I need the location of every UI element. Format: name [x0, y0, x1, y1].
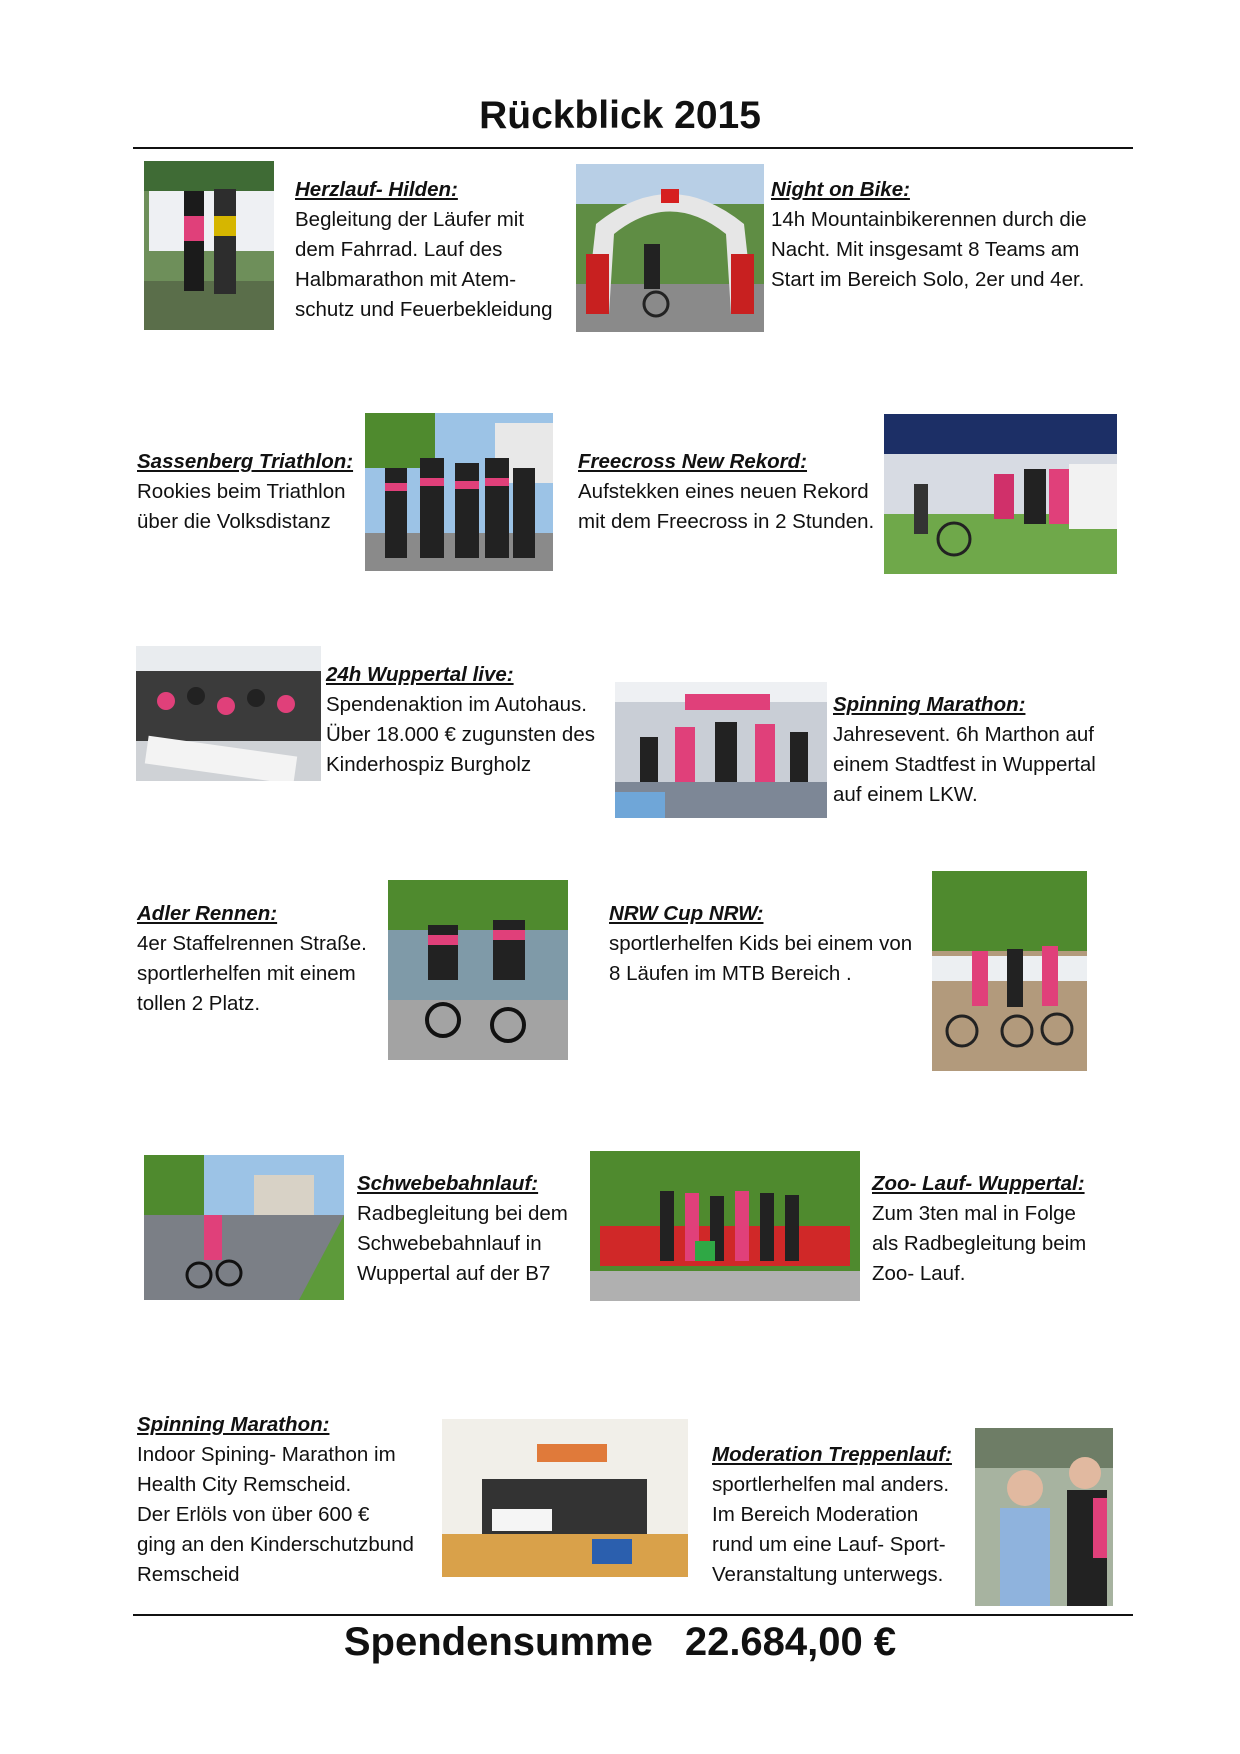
text-spinning-marathon-healthcity: Spinning Marathon: Indoor Spining- Marathon im Health City Remscheid. Der Erlöls von über 600 € ging an den Kinderschutzbund Remscheid	[137, 1413, 414, 1586]
photo-nrw-cup	[932, 871, 1087, 1071]
text-adler-rennen: Adler Rennen: 4er Staffelrennen Straße. sportlerhelfen mit einem tollen 2 Platz.	[137, 902, 367, 1015]
photo-freecross	[884, 414, 1117, 574]
text-nrw-cup: NRW Cup NRW: sportlerhelfen Kids bei einem von 8 Läufen im MTB Bereich .	[609, 902, 913, 985]
photo-24h-wuppertal	[136, 646, 321, 781]
donation-total	[0, 1620, 1240, 1665]
photo-adler-rennen	[388, 880, 568, 1060]
text-zoo-lauf: Zoo- Lauf- Wuppertal: Zum 3ten mal in Folge als Radbegleitung beim Zoo- Lauf.	[872, 1172, 1087, 1285]
donation-total-amount: 22.684,00 €	[684, 1620, 897, 1664]
text-sassenberg: Sassenberg Triathlon: Rookies beim Triathlon über die Volksdistanz	[137, 450, 354, 533]
photo-moderation	[975, 1428, 1113, 1606]
text-freecross: Freecross New Rekord: Aufstekken eines neuen Rekord mit dem Freecross in 2 Stunden.	[578, 450, 875, 533]
top-divider	[133, 147, 1133, 149]
photo-night-on-bike	[576, 164, 764, 332]
photo-zoo-lauf	[590, 1151, 860, 1301]
bottom-divider	[133, 1614, 1133, 1616]
text-moderation-treppenlauf: Moderation Treppenlauf: sportlerhelfen mal anders. Im Bereich Moderation rund um eine Lauf- Sport- Veranstaltung unterwegs.	[712, 1443, 952, 1586]
photo-herzlauf	[144, 161, 274, 330]
text-herzlauf: Herzlauf- Hilden: Begleitung der Läufer mit dem Fahrrad. Lauf des Halbmarathon mit Atem- schutz und Feuerbekleidung	[295, 178, 553, 321]
photo-spinning-marathon-lkw	[615, 682, 827, 818]
text-24h-wuppertal: 24h Wuppertal live: Spendenaktion im Autohaus. Über 18.000 € zugunsten des Kinderhospiz Burgholz	[326, 663, 595, 776]
photo-health-city	[442, 1419, 688, 1577]
page-title: Rückblick 2015	[479, 94, 761, 137]
text-spinning-marathon-lkw: Spinning Marathon: Jahresevent. 6h Marthon auf einem Stadtfest in Wuppertal auf einem LKW.	[833, 693, 1096, 806]
text-night-on-bike: Night on Bike: 14h Mountainbikerennen durch die Nacht. Mit insgesamt 8 Teams am Start im Bereich Solo, 2er und 4er.	[771, 178, 1087, 291]
photo-sassenberg-triathlon	[365, 413, 553, 571]
donation-total-label: Spendensumme	[343, 1620, 653, 1664]
text-schwebebahnlauf: Schwebebahnlauf: Radbegleitung bei dem Schwebebahnlauf in Wuppertal auf der B7	[357, 1172, 568, 1285]
photo-schwebebahnlauf	[144, 1155, 344, 1300]
